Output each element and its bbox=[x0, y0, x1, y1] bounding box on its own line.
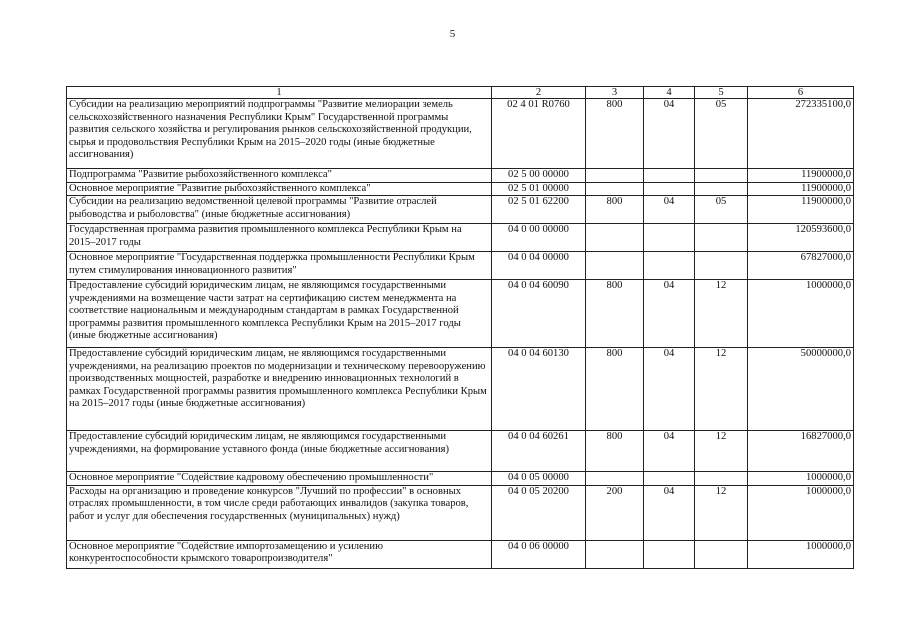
row-name: Субсидии на реализацию мероприятий подпрограммы "Развитие мелиорации земель сельскохозяйственного назначения Республики Крым" Государственной программы развития сельского хозяйства и регулирования рынков сельскохозяйственной продукции, сырья и продовольствия Республики Крым на 2015–2020 годы (иные бюджетные ассигнования) bbox=[67, 99, 492, 169]
row-amount: 67827000,0 bbox=[748, 252, 854, 280]
table-row bbox=[67, 348, 854, 431]
table-row bbox=[67, 472, 854, 486]
row-col5: 05 bbox=[695, 99, 748, 169]
header-row bbox=[67, 87, 854, 99]
row-code: 04 0 05 20200 bbox=[492, 485, 586, 540]
table-row bbox=[67, 99, 854, 169]
row-col3: 800 bbox=[586, 99, 644, 169]
row-col4: 04 bbox=[644, 99, 695, 169]
row-code: 04 0 04 00000 bbox=[492, 252, 586, 280]
row-col4: 04 bbox=[644, 196, 695, 224]
row-code: 04 0 00 00000 bbox=[492, 224, 586, 252]
row-code: 02 5 00 00000 bbox=[492, 169, 586, 183]
row-col5 bbox=[695, 224, 748, 252]
row-code: 02 5 01 00000 bbox=[492, 182, 586, 196]
row-name: Субсидии на реализацию ведомственной целевой программы "Развитие отраслей рыбоводства и рыболовства" (иные бюджетные ассигнования) bbox=[67, 196, 492, 224]
row-col4: 04 bbox=[644, 485, 695, 540]
row-amount: 1000000,0 bbox=[748, 540, 854, 568]
row-code: 04 0 05 00000 bbox=[492, 472, 586, 486]
row-code: 04 0 04 60090 bbox=[492, 280, 586, 348]
row-col3: 800 bbox=[586, 280, 644, 348]
row-col4: 04 bbox=[644, 431, 695, 472]
row-amount: 120593600,0 bbox=[748, 224, 854, 252]
row-col3 bbox=[586, 182, 644, 196]
row-col5 bbox=[695, 252, 748, 280]
row-name: Предоставление субсидий юридическим лицам, не являющимся государственными учреждениями, на формирование уставного фонда (иные бюджетные ассигнования) bbox=[67, 431, 492, 472]
row-col5: 12 bbox=[695, 348, 748, 431]
row-code: 02 5 01 62200 bbox=[492, 196, 586, 224]
row-col4: 04 bbox=[644, 280, 695, 348]
row-col5: 12 bbox=[695, 280, 748, 348]
row-code: 02 4 01 R0760 bbox=[492, 99, 586, 169]
page-number: 5 bbox=[449, 28, 456, 40]
row-col5 bbox=[695, 182, 748, 196]
table-row bbox=[67, 431, 854, 472]
header-col-5: 5 bbox=[695, 87, 748, 99]
row-col4 bbox=[644, 224, 695, 252]
table-row bbox=[67, 485, 854, 540]
header-col-6: 6 bbox=[748, 87, 854, 99]
row-col3: 800 bbox=[586, 431, 644, 472]
row-col3: 200 bbox=[586, 485, 644, 540]
row-col4 bbox=[644, 252, 695, 280]
row-name: Государственная программа развития промышленного комплекса Республики Крым на 2015–2017 годы bbox=[67, 224, 492, 252]
row-col3: 800 bbox=[586, 348, 644, 431]
row-col3: 800 bbox=[586, 196, 644, 224]
table-row bbox=[67, 252, 854, 280]
row-col3 bbox=[586, 540, 644, 568]
row-col4 bbox=[644, 182, 695, 196]
row-col5: 12 bbox=[695, 431, 748, 472]
header-col-1: 1 bbox=[67, 87, 492, 99]
row-col5: 05 bbox=[695, 196, 748, 224]
row-code: 04 0 06 00000 bbox=[492, 540, 586, 568]
row-col3 bbox=[586, 169, 644, 183]
row-amount: 272335100,0 bbox=[748, 99, 854, 169]
table-row bbox=[67, 540, 854, 568]
row-name: Основное мероприятие "Развитие рыбохозяйственного комплекса" bbox=[67, 182, 492, 196]
row-code: 04 0 04 60261 bbox=[492, 431, 586, 472]
header-col-4: 4 bbox=[644, 87, 695, 99]
row-amount: 1000000,0 bbox=[748, 485, 854, 540]
row-col3 bbox=[586, 252, 644, 280]
row-amount: 1000000,0 bbox=[748, 472, 854, 486]
row-col5 bbox=[695, 169, 748, 183]
header-col-3: 3 bbox=[586, 87, 644, 99]
row-amount: 1000000,0 bbox=[748, 280, 854, 348]
row-name: Основное мероприятие "Государственная поддержка промышленности Республики Крым путем стимулирования инновационного развития" bbox=[67, 252, 492, 280]
row-col4: 04 bbox=[644, 348, 695, 431]
budget-table bbox=[66, 86, 854, 569]
row-name: Предоставление субсидий юридическим лицам, не являющимся государственными учреждениями на возмещение части затрат на сертификацию систем менеджмента на соответствие национальным и международным стандартам в рамках Государственной программы развития промышленного комплекса Республики Крым на 2015–2017 годы (иные бюджетные ассигнования) bbox=[67, 280, 492, 348]
row-col5 bbox=[695, 540, 748, 568]
row-col5 bbox=[695, 472, 748, 486]
row-col3 bbox=[586, 472, 644, 486]
row-name: Основное мероприятие "Содействие кадровому обеспечению промышленности" bbox=[67, 472, 492, 486]
row-name: Предоставление субсидий юридическим лицам, не являющимся государственными учреждениями, на реализацию проектов по модернизации и техническому перевооружению производственных мощностей, разработке и внедрению инновационных технологий в рамках Государственной программы развития промышленного комплекса Республики Крым на 2015–2017 годы (иные бюджетные ассигнования) bbox=[67, 348, 492, 431]
table-row bbox=[67, 224, 854, 252]
table-row bbox=[67, 169, 854, 183]
row-name: Основное мероприятие "Содействие импортозамещению и усилению конкурентоспособности крымского товаропроизводителя" bbox=[67, 540, 492, 568]
row-amount: 11900000,0 bbox=[748, 196, 854, 224]
row-name: Подпрограмма "Развитие рыбохозяйственного комплекса" bbox=[67, 169, 492, 183]
row-amount: 16827000,0 bbox=[748, 431, 854, 472]
row-col4 bbox=[644, 540, 695, 568]
table-row bbox=[67, 182, 854, 196]
row-amount: 11900000,0 bbox=[748, 182, 854, 196]
row-name: Расходы на организацию и проведение конкурсов "Лучший по профессии" в основных отраслях промышленности, в том числе среди работающих инвалидов (закупка товаров, работ и услуг для обеспечения государственных (муниципальных) нужд) bbox=[67, 485, 492, 540]
row-amount: 50000000,0 bbox=[748, 348, 854, 431]
row-code: 04 0 04 60130 bbox=[492, 348, 586, 431]
table-row bbox=[67, 196, 854, 224]
header-col-2: 2 bbox=[492, 87, 586, 99]
row-col3 bbox=[586, 224, 644, 252]
row-col5: 12 bbox=[695, 485, 748, 540]
row-col4 bbox=[644, 472, 695, 486]
row-amount: 11900000,0 bbox=[748, 169, 854, 183]
table-row bbox=[67, 280, 854, 348]
row-col4 bbox=[644, 169, 695, 183]
